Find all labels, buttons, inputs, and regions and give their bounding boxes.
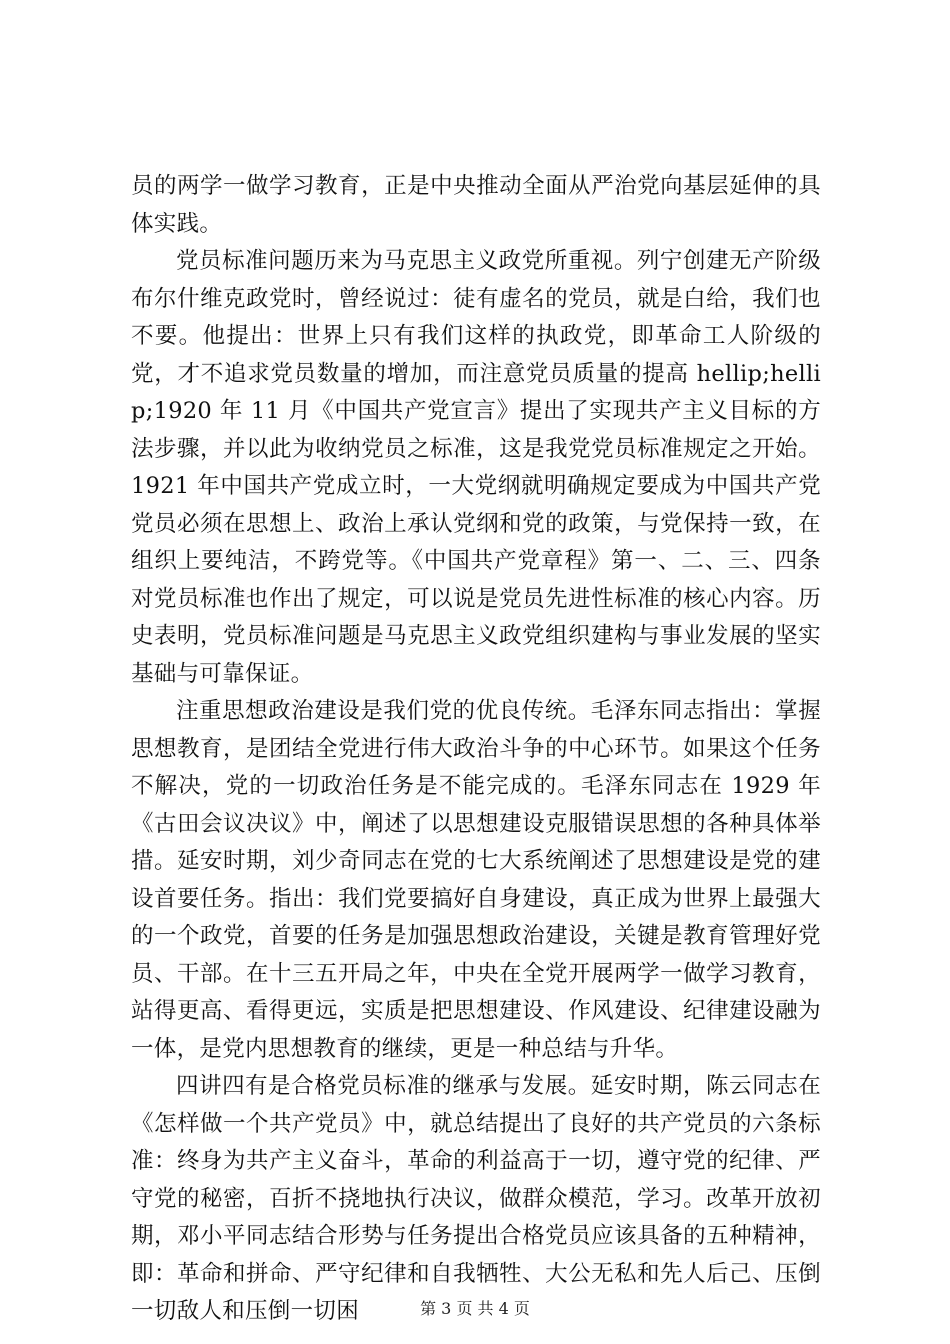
paragraph-3: 注重思想政治建设是我们党的优良传统。毛泽东同志指出：掌握思想教育，是团结全党进行伟大政治斗争的中心环节。如果这个任务不解决，党的一切政治任务是不能完成的。毛泽东同志在 1929 年《古田会议决议》中，阐述了以思想建设克服错误思想的各种具体举措。延安时期，刘少奇同志在党的七大系统阐述了思想建设是党的建设首要任务。指出：我们党要搞好自身建设，真正成为世界上最强大的一个政党，首要的任务是加强思想政治建设，关键是教育管理好党员、干部。在十三五开局之年，中央在全党开展两学一做学习教育，站得更高、看得更远，实质是把思想建设、作风建设、纪律建设融为一体，是党内思想教育的继续，更是一种总结与升华。 (131, 698, 821, 1062)
paragraph-4: 四讲四有是合格党员标准的继承与发展。延安时期，陈云同志在《怎样做一个共产党员》中，就总结提出了良好的共产党员的六条标准：终身为共产主义奋斗，革命的利益高于一切，遵守党的纪律、严守党的秘密，百折不挠地执行决议，做群众模范，学习。改革开放初期，邓小平同志结合形势与任务提出合格党员应该具备的五种精神，即：革命和拼命、严守纪律和自我牺牲、大公无私和先人后己、压倒一切敌人和压倒一切困 (131, 1073, 821, 1324)
paragraph-1: 员的两学一做学习教育，正是中央推动全面从严治党向基层延伸的具体实践。 (131, 173, 821, 237)
page-footer: 第 3 页 共 4 页 (420, 1299, 530, 1318)
paragraph-2: 党员标准问题历来为马克思主义政党所重视。列宁创建无产阶级布尔什维克政党时，曾经说过：徒有虚名的党员，就是白给，我们也不要。他提出：世界上只有我们这样的执政党，即革命工人阶级的党，才不追求党员数量的增加，而注意党员质量的提高 hellip;hellip;1920 年 11 月《中国共产党宣言》提出了实现共产主义目标的方法步骤，并以此为收纳党员之标准，这是我党党员标准规定之开始。1921 年中国共产党成立时，一大党纲就明确规定要成为中国共产党党员必须在思想上、政治上承认党纲和党的政策，与党保持一致，在组织上要纯洁，不跨党等。《中国共产党章程》第一、二、三、四条对党员标准也作出了规定，可以说是党员先进性标准的核心内容。历史表明，党员标准问题是马克思主义政党组织建构与事业发展的坚实基础与可靠保证。 (131, 248, 821, 687)
document-body (131, 168, 821, 1331)
